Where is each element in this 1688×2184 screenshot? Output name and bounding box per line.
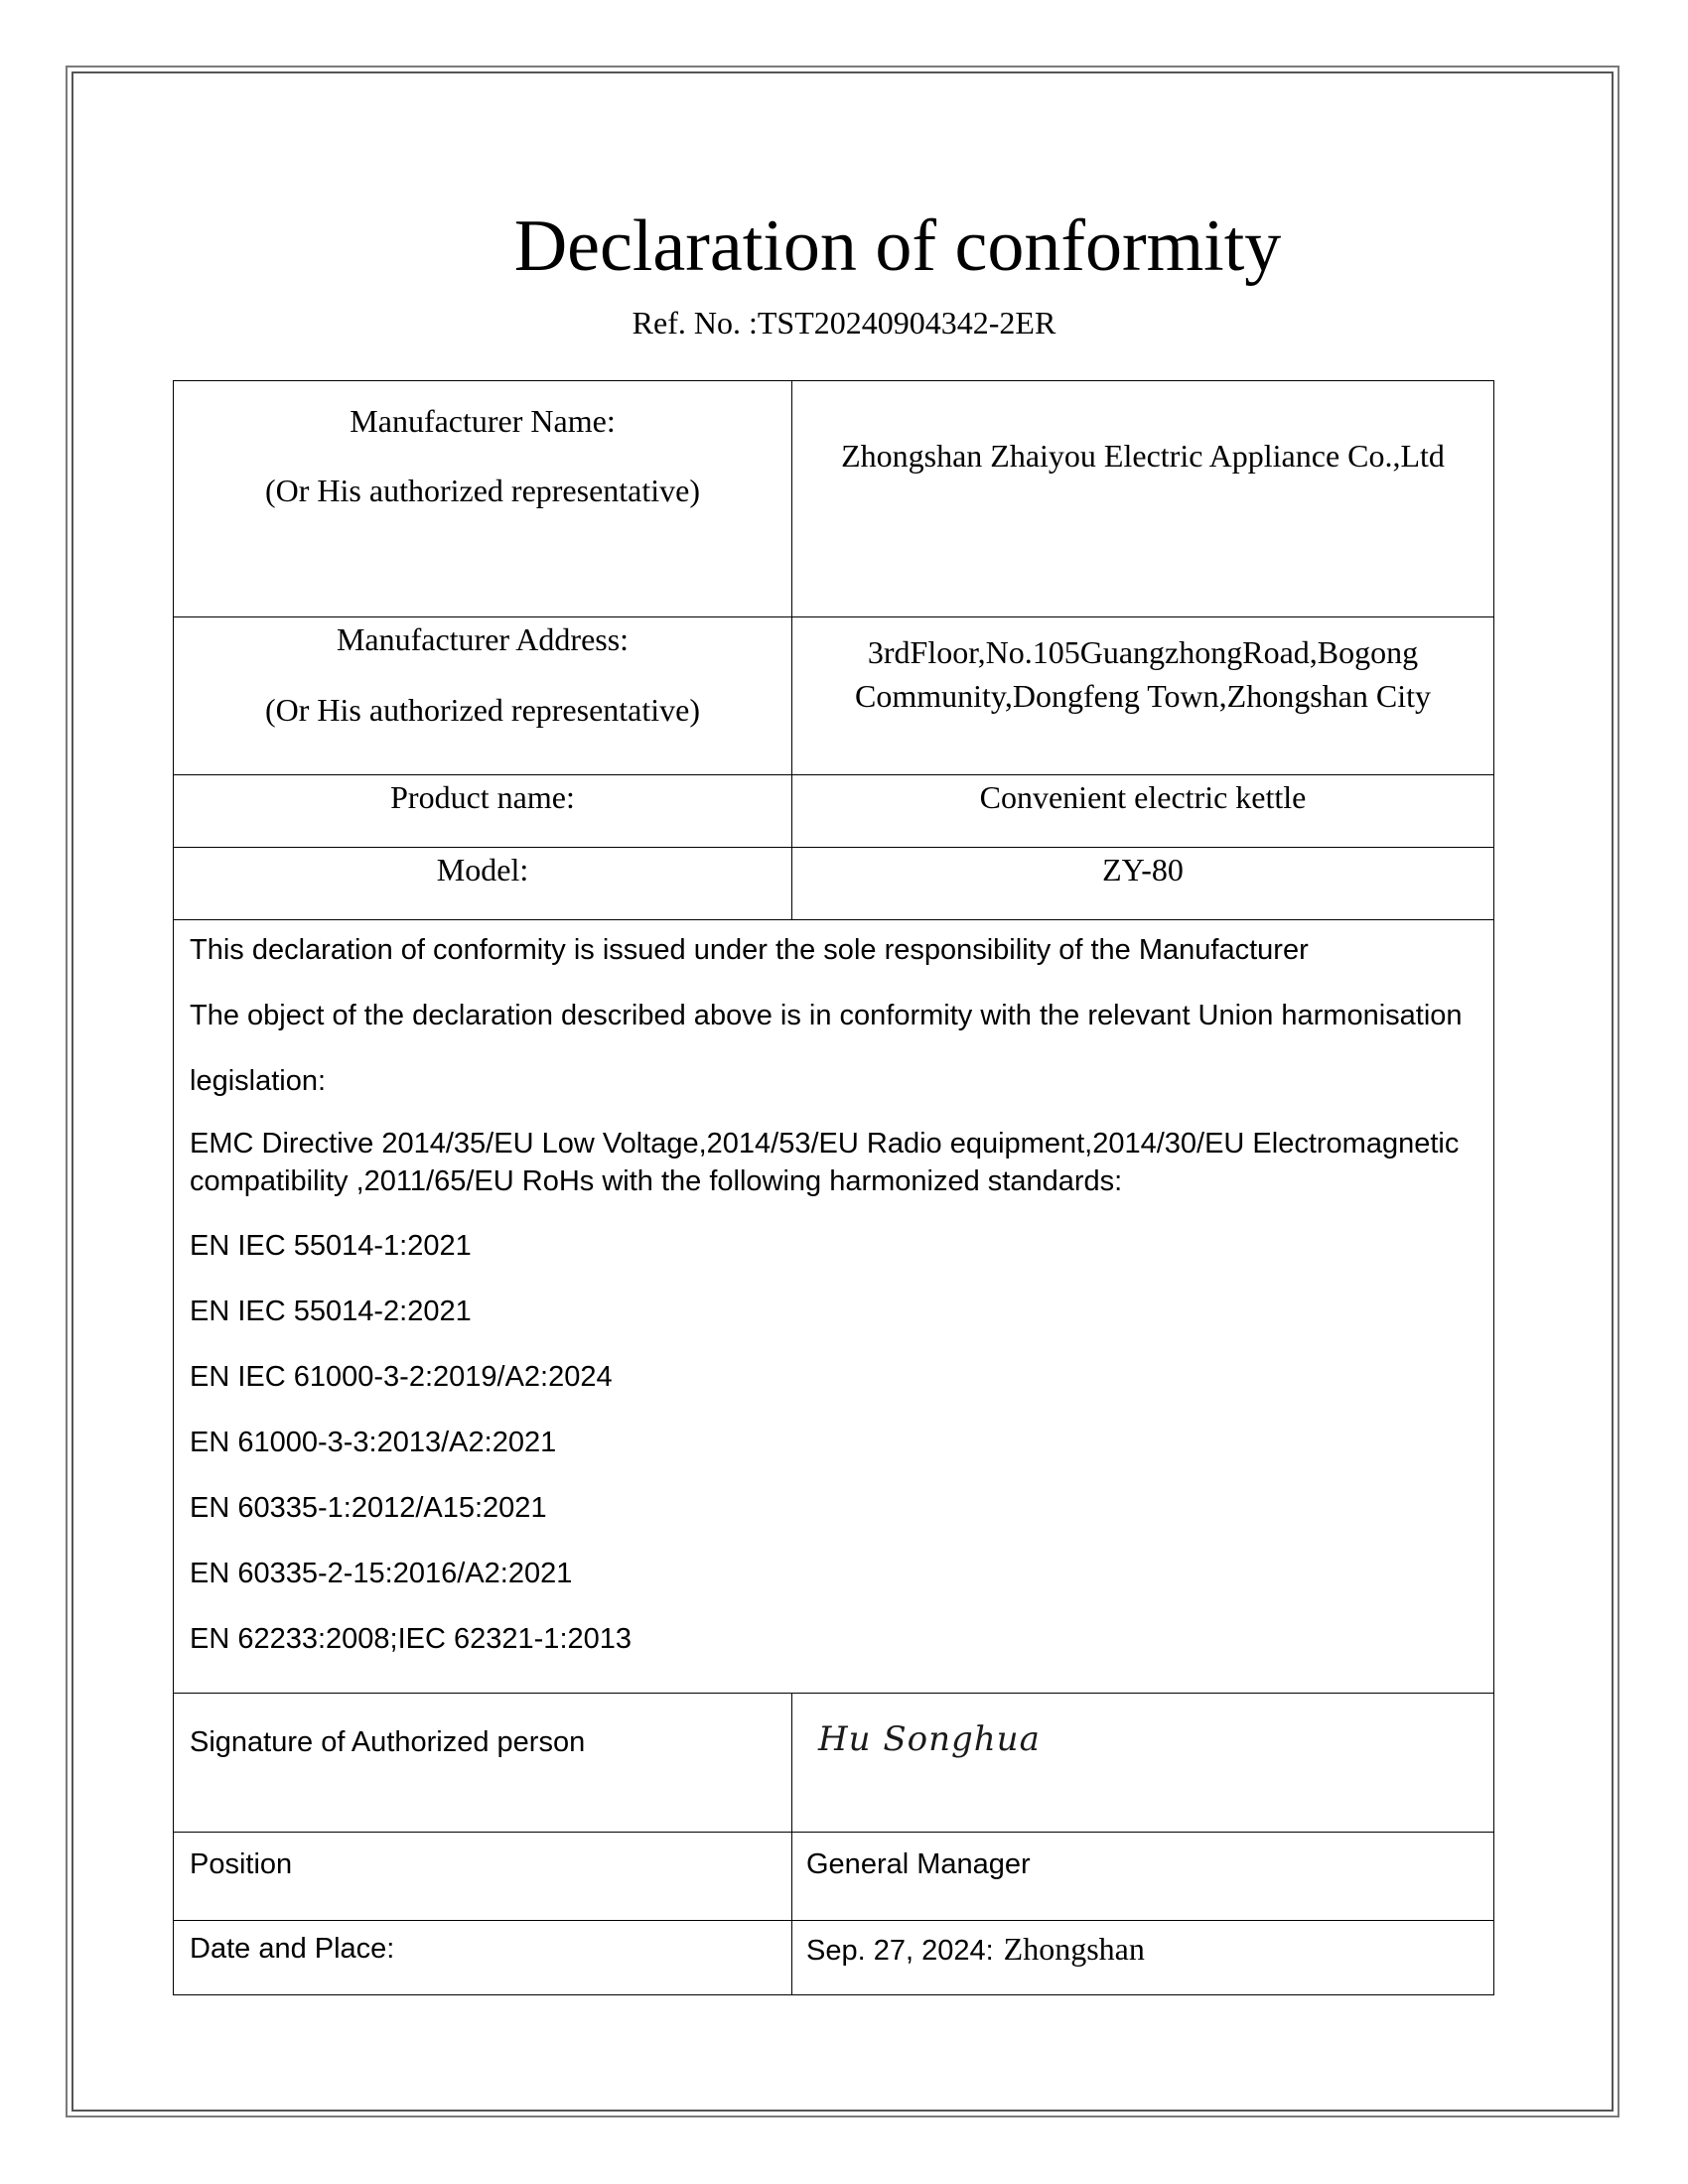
manufacturer-address-label-cell	[174, 617, 792, 775]
date-place-label: Date and Place:	[190, 1933, 395, 1965]
declaration-statement-1: This declaration of conformity is issued under the sole responsibility of the Manufacturer	[190, 934, 1309, 966]
position-value-cell	[792, 1833, 1494, 1921]
standard-item: EN IEC 55014-1:2021	[190, 1230, 472, 1262]
manufacturer-name-value-cell	[792, 381, 1494, 617]
ref-label: Ref. No. :	[632, 305, 758, 341]
manufacturer-name-sublabel: (Or His authorized representative)	[264, 473, 701, 508]
standard-item: EN 60335-1:2012/A15:2021	[190, 1492, 547, 1524]
table-row	[174, 381, 1494, 617]
ref-value: TST20240904342-2ER	[757, 305, 1056, 341]
table-row	[174, 920, 1494, 1694]
address-line-2: Community,Dongfeng Town,Zhongshan City	[855, 678, 1431, 714]
document-title: Declaration of conformity	[513, 205, 1282, 287]
model-label: Model:	[436, 852, 529, 887]
standard-item: EN 62233:2008;IEC 62321-1:2013	[190, 1623, 633, 1655]
product-name-value-cell	[792, 775, 1494, 848]
table-row	[174, 617, 1494, 775]
position-label: Position	[190, 1848, 293, 1880]
standard-item: EN 60335-2-15:2016/A2:2021	[190, 1558, 573, 1589]
manufacturer-name-label: Manufacturer Name:	[350, 403, 616, 439]
standard-item: EN IEC 61000-3-2:2019/A2:2024	[190, 1361, 613, 1393]
table-row	[174, 1921, 1494, 1995]
model-label-cell	[174, 848, 792, 920]
table-row	[174, 775, 1494, 848]
model-value: ZY-80	[1102, 852, 1184, 887]
standard-item: EN IEC 55014-2:2021	[190, 1296, 472, 1327]
product-name-label-cell	[174, 775, 792, 848]
model-value-cell	[792, 848, 1494, 920]
address-line-1: 3rdFloor,No.105GuangzhongRoad,Bogong	[867, 634, 1419, 670]
directives-line-2: compatibility ,2011/65/EU RoHs with the following harmonized standards:	[190, 1165, 1123, 1197]
manufacturer-name-label-cell	[174, 381, 792, 617]
manufacturer-address-value-cell	[792, 617, 1494, 775]
handwritten-signature: Hu Songhua	[818, 1719, 1041, 1759]
manufacturer-name-value: Zhongshan Zhaiyou Electric Appliance Co.,Ltd	[841, 438, 1445, 474]
position-label-cell	[174, 1833, 792, 1921]
product-name-value: Convenient electric kettle	[979, 779, 1307, 815]
date-place-label-cell	[174, 1921, 792, 1995]
table-row	[174, 1833, 1494, 1921]
table-row	[174, 848, 1494, 920]
declaration-table	[173, 380, 1494, 1995]
signature-value-cell	[792, 1694, 1494, 1833]
place-value: Zhongshan	[1003, 1931, 1145, 1967]
declaration-statement-3: legislation:	[190, 1065, 327, 1097]
manufacturer-address-label: Manufacturer Address:	[336, 621, 630, 657]
position-value: General Manager	[806, 1848, 1031, 1880]
declaration-statement-2: The object of the declaration described above is in conformity with the relevant Union harmonisation	[190, 1000, 1463, 1031]
declaration-cell	[174, 920, 1494, 1694]
directives-line-1: EMC Directive 2014/35/EU Low Voltage,2014/53/EU Radio equipment,2014/30/EU Electromagnetic	[190, 1128, 1460, 1160]
date-value: Sep. 27, 2024:	[806, 1935, 994, 1967]
table-row	[174, 1694, 1494, 1833]
date-place-value-cell	[792, 1921, 1494, 1995]
reference-number	[0, 301, 1688, 344]
manufacturer-address-sublabel: (Or His authorized representative)	[264, 692, 701, 728]
product-name-label: Product name:	[390, 779, 575, 815]
standard-item: EN 61000-3-3:2013/A2:2021	[190, 1427, 557, 1458]
signature-label: Signature of Authorized person	[190, 1726, 586, 1758]
signature-label-cell	[174, 1694, 792, 1833]
